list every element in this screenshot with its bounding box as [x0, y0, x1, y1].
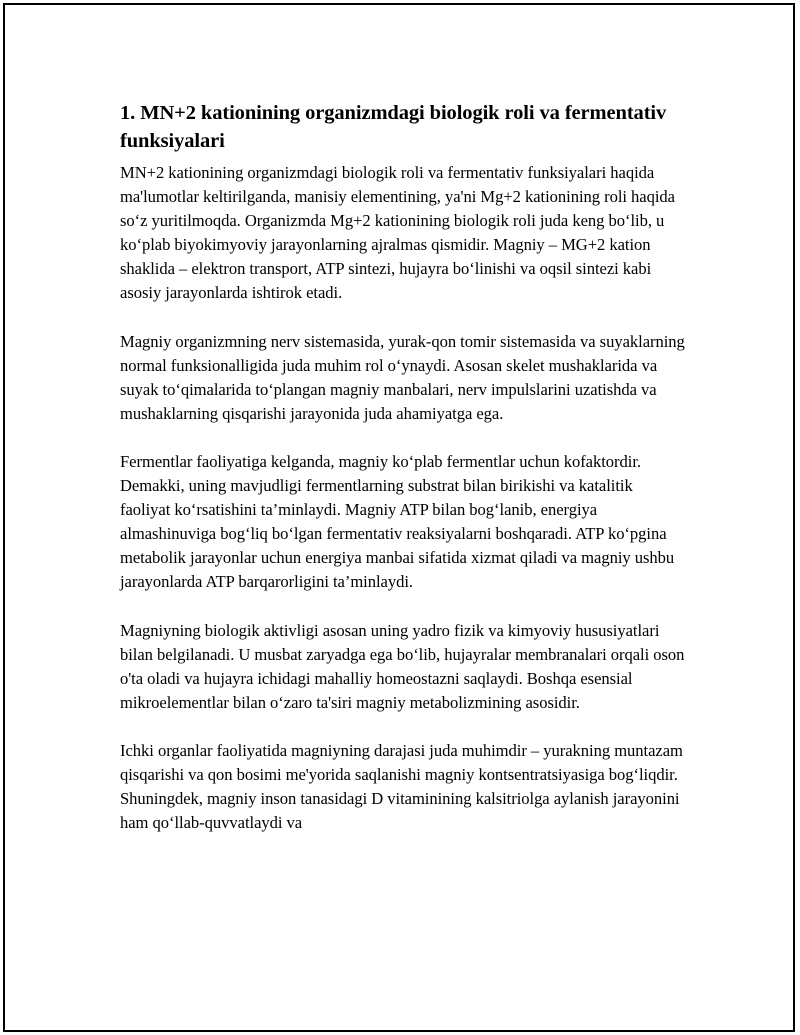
- paragraph-3: Fermentlar faoliyatiga kelganda, magniy ko‘plab fermentlar uchun kofaktordir. Demakki, uning mavjudligi fermentlarning substrat bilan birikishi va katalitik faoliyat ko‘rsatishini ta’minlaydi. Magniy ATP bilan bog‘lanib, energiya almashinuviga bog‘liq bo‘lgan fermentativ reaksiyalarni boshqaradi. ATP ko‘pgina metabolik jarayonlar uchun energiya manbai sifatida xizmat qiladi va magniy ushbu jarayonlarda ATP barqarorligini ta’minlaydi.: [120, 451, 675, 592]
- paragraph-1: MN+2 kationining organizmdagi biologik roli va fermentativ funksiyalari haqida ma'lumotlar keltirilganda, manisiy elementining, ya'ni Mg+2 kationining roli haqida so‘z yuritilmoqda. Organizmda Mg+2 kationining biologik roli juda keng bo‘lib, u ko‘plab biyokimyoviy jarayonlarning ajralmas qismidir. Magniy – MG+2 kation shaklida – elektron transport, ATP sintezi, hujayra bo‘linishi va oqsil sintezi kabi asosiy jarayonlarda ishtirok etadi.: [120, 163, 675, 303]
- document-body: [120, 99, 685, 835]
- paragraph-4: Magniyning biologik aktivligi asosan uning yadro fizik va kimyoviy hususiyatlari bilan belgilanadi. U musbat zaryadga ega bo‘lib, hujayralar membranalari orqali oson o'ta oladi va hujayra ichidagi mahalliy homeostazni saqlaydi. Boshqa esensial mikroelementlar bilan o‘zaro ta'siri magniy metabolizmining asosidir.: [120, 620, 685, 712]
- page-frame: [3, 3, 795, 1032]
- section-title: 1. MN+2 kationining organizmdagi biologik roli va fermentativ funksiyalari: [120, 102, 667, 152]
- paragraph-2: Magniy organizmning nerv sistemasida, yurak-qon tomir sistemasida va suyaklarning normal funksionalligida juda muhim rol o‘ynaydi. Asosan skelet mushaklarida va suyak to‘qimalarida to‘plangan magniy manbalari, nerv impulslarini uzatishda va mushaklarning qisqarishi jarayonida juda ahamiyatga ega.: [120, 331, 685, 423]
- paragraph-5: Ichki organlar faoliyatida magniyning darajasi juda muhimdir – yurakning muntazam qisqarishi va qon bosimi me'yorida saqlanishi magniy kontsentratsiyasiga bog‘liqdir. Shuningdek, magniy inson tanasidagi D vitaminining kalsitriolga aylanish jarayonini ham qo‘llab-quvvatlaydi va: [120, 740, 683, 833]
